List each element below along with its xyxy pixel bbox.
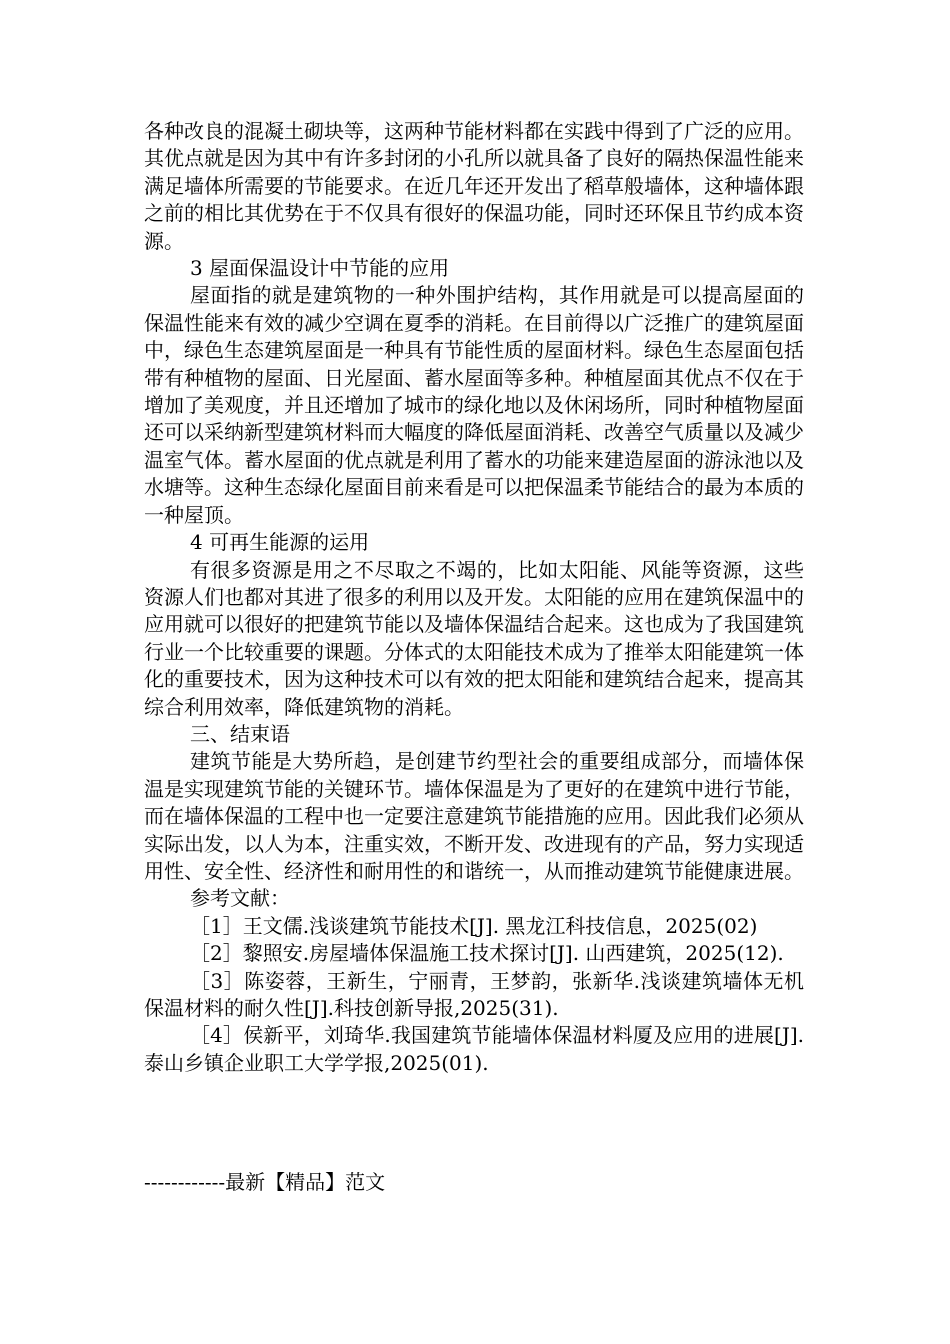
reference-item: ［3］陈姿蓉，王新生，宁丽青，王梦韵，张新华.浅谈建筑墙体无机保温材料的耐久性[J].科技创新导报,2025(31).: [144, 968, 804, 1020]
footer-text: ------------最新【精品】范文: [144, 1170, 386, 1194]
paragraph-conclusion: 建筑节能是大势所趋，是创建节约型社会的重要组成部分，而墙体保温是实现建筑节能的关键环节。墙体保温是为了更好的在建筑中进行节能，而在墙体保温的工程中也一定要注意建筑节能措施的应用。因此我们必须从实际出发，以人为本，注重实效，不断开发、改进现有的产品，努力实现适用性、安全性、经济性和耐用性的和谐统一，从而推动建筑节能健康进展。: [144, 749, 804, 883]
references-heading: 参考文献：: [190, 886, 290, 911]
section-heading-conclusion: 三、结束语: [190, 721, 290, 746]
reference-item: ［2］黎照安.房屋墙体保温施工技术探讨[J]. 山西建筑，2025(12).: [190, 941, 784, 966]
section-heading-roof: 3 屋面保温设计中节能的应用: [190, 256, 450, 281]
paragraph-renewable: 有很多资源是用之不尽取之不竭的，比如太阳能、风能等资源，这些资源人们也都对其进了很多的利用以及开发。太阳能的应用在建筑保温中的应用就可以很好的把建筑节能以及墙体保温结合起来。这也成为了我国建筑行业一个比较重要的课题。分体式的太阳能技术成为了推举太阳能建筑一体化的重要技术，因为这种技术可以有效的把太阳能和建筑结合起来，提高其综合利用效率，降低建筑物的消耗。: [144, 557, 804, 719]
reference-item: ［1］王文儒.浅谈建筑节能技术[J]. 黑龙江科技信息，2025(02): [190, 913, 758, 938]
reference-item: ［4］侯新平，刘琦华.我国建筑节能墙体保温材料厦及应用的进展[J]. 泰山乡镇企业职工大学学报,2025(01).: [144, 1023, 804, 1075]
paragraph-materials: 各种改良的混凝土砌块等，这两种节能材料都在实践中得到了广泛的应用。其优点就是因为其中有许多封闭的小孔所以就具备了良好的隔热保温性能来满足墙体所需要的节能要求。在近几年还开发出了稻草般墙体，这种墙体跟之前的相比其优势在于不仅具有很好的保温功能，同时还环保且节约成本资源。: [144, 119, 804, 253]
document-body: [144, 118, 804, 1077]
section-heading-renewable: 4 可再生能源的运用: [190, 530, 370, 555]
paragraph-roof: 屋面指的就是建筑物的一种外围护结构，其作用就是可以提高屋面的保温性能来有效的减少空调在夏季的消耗。在目前得以广泛推广的建筑屋面中，绿色生态建筑屋面是一种具有节能性质的屋面材料。绿色生态屋面包括带有种植物的屋面、日光屋面、蓄水屋面等多种。种植屋面其优点不仅在于增加了美观度，并且还增加了城市的绿化地以及休闲场所，同时种植物屋面还可以采纳新型建筑材料而大幅度的降低屋面消耗、改善空气质量以及减少温室气体。蓄水屋面的优点就是利用了蓄水的功能来建造屋面的游泳池以及水塘等。这种生态绿化屋面目前来看是可以把保温柔节能结合的最为本质的一种屋顶。: [144, 283, 804, 527]
